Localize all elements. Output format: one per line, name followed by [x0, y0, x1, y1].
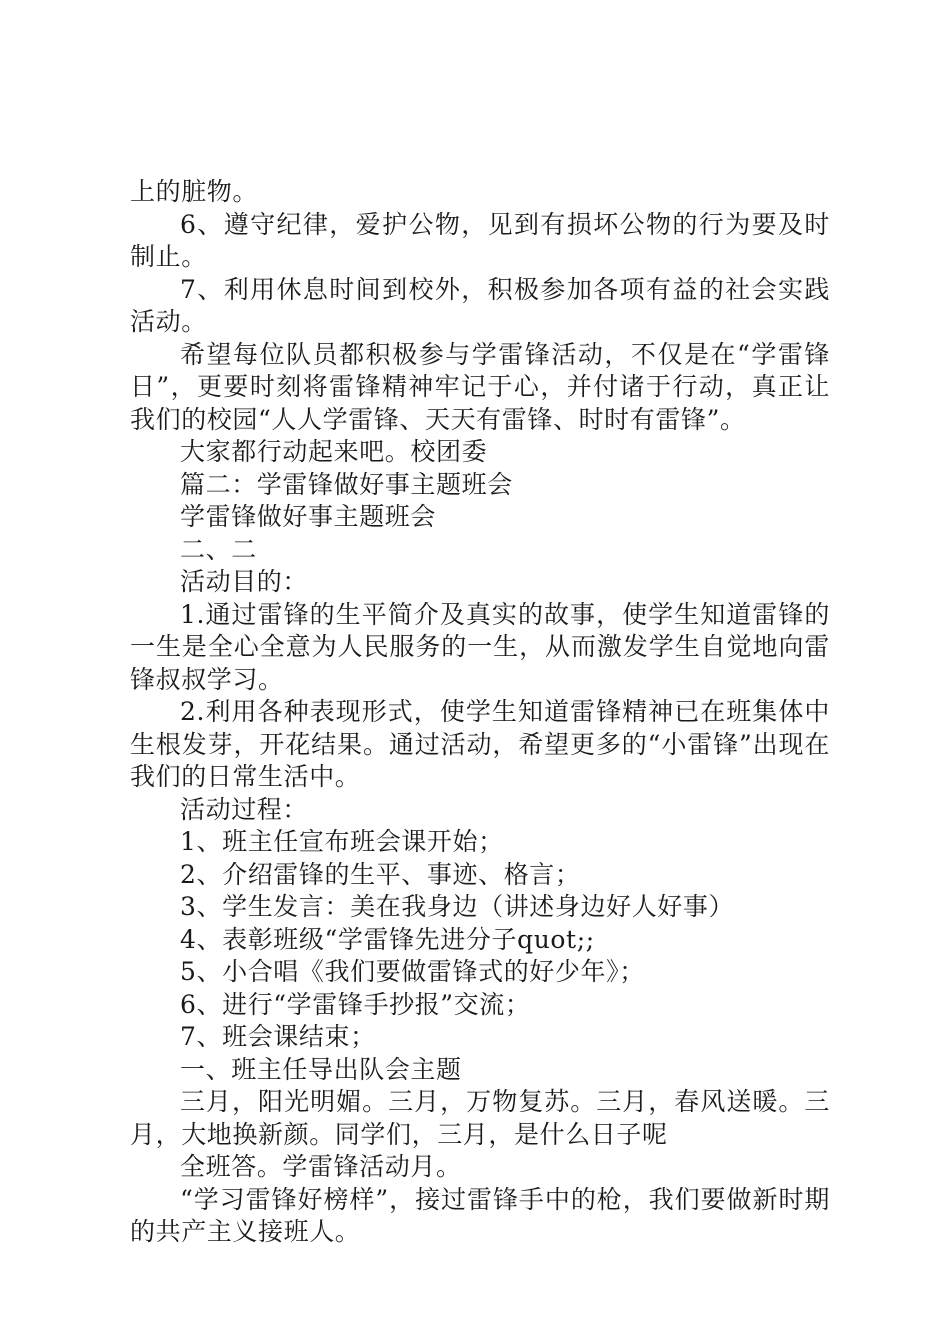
subheading: 一、班主任导出队会主题 — [180, 1054, 462, 1084]
list-item: 4、表彰班级“学雷锋先进分子quot;; — [180, 924, 595, 954]
list-item: 2、介绍雷锋的生平、事迹、格言； — [180, 859, 581, 889]
paragraph: 6、遵守纪律，爱护公物，见到有损坏公物的行为要及时制止。 — [130, 209, 830, 271]
list-item: 3、学生发言：美在我身边（讲述身边好人好事） — [180, 892, 735, 921]
list-item: 5、小合唱《我们要做雷锋式的好少年》； — [180, 957, 645, 986]
paragraph: 7、利用休息时间到校外，积极参加各项有益的社会实践活动。 — [130, 274, 830, 336]
section-heading: 篇二：学雷锋做好事主题班会 — [180, 469, 513, 499]
section-title: 学雷锋做好事主题班会 — [180, 502, 437, 531]
paragraph: “学习雷锋好榜样”，接过雷锋手中的枪，我们要做新时期的共产主义接班人。 — [130, 1184, 830, 1246]
paragraph: 大家都行动起来吧。校团委 — [180, 437, 488, 466]
list-item: 2.利用各种表现形式，使学生知道雷锋精神已在班集体中生根发芽，开花结果。通过活动，希望更多的“小雷锋”出现在我们的日常生活中。 — [130, 697, 830, 791]
paragraph: 希望每位队员都积极参与学雷锋活动，不仅是在“学雷锋日”，更要时刻将雷锋精神牢记于心，并付诸于行动，真正让我们的校园“人人学雷锋、天天有雷锋、时时有雷锋”。 — [130, 339, 830, 434]
list-item: 1.通过雷锋的生平简介及真实的故事，使学生知道雷锋的一生是全心全意为人民服务的一生，从而激发学生自觉地向雷锋叔叔学习。 — [130, 599, 830, 694]
subheading: 活动过程： — [180, 794, 309, 824]
list-item: 7、班会课结束； — [180, 1022, 376, 1051]
paragraph: 全班答。学雷锋活动月。 — [180, 1152, 462, 1181]
subheading: 活动目的： — [180, 567, 309, 596]
document-body — [130, 176, 830, 1249]
paragraph: 三月，阳光明媚。三月，万物复苏。三月，春风送暖。三月，大地换新颜。同学们，三月，是什么日子呢 — [130, 1087, 830, 1149]
paragraph: 上的脏物。 — [130, 177, 259, 206]
list-item: 1、班主任宣布班会课开始； — [180, 827, 504, 856]
paragraph: 二、二 — [180, 534, 257, 564]
list-item: 6、进行“学雷锋手抄报”交流； — [180, 989, 531, 1019]
